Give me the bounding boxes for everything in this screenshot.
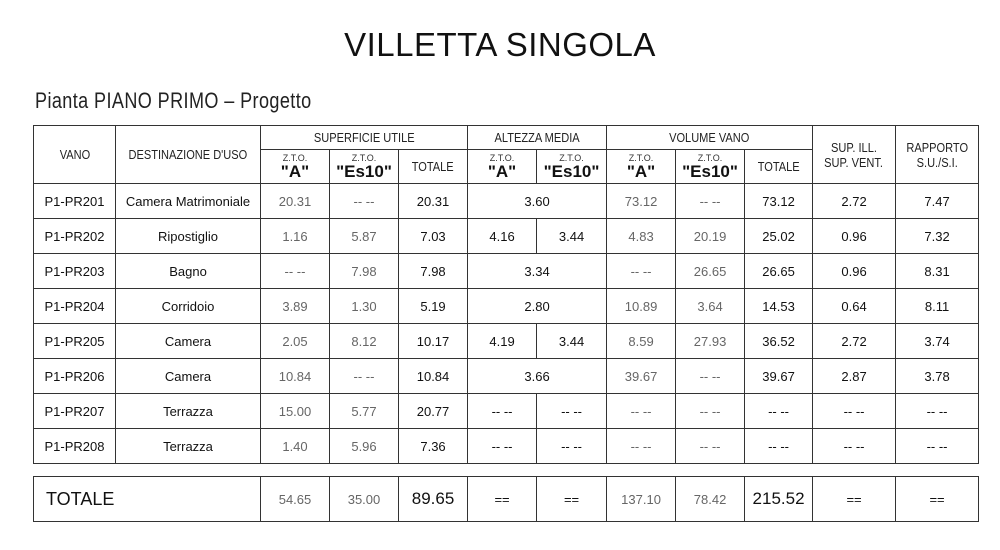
cell-sill: -- -- — [813, 429, 896, 464]
cell-dest: Corridoio — [116, 289, 261, 324]
table-row — [34, 184, 979, 219]
header-destinazione: DESTINAZIONE D'USO — [116, 126, 261, 184]
cell-ses: 5.77 — [330, 394, 399, 429]
cell-ha: -- -- — [468, 429, 537, 464]
cell-rap: 7.47 — [896, 184, 979, 219]
cell-vano: P1-PR202 — [34, 219, 116, 254]
table-row — [34, 289, 979, 324]
totals-sup-a: 54.65 — [261, 477, 330, 522]
cell-rap: 3.78 — [896, 359, 979, 394]
cell-vano: P1-PR204 — [34, 289, 116, 324]
cell-ves: 20.19 — [676, 219, 745, 254]
totals-rapporto: == — [896, 477, 979, 522]
cell-vt: 73.12 — [745, 184, 813, 219]
cell-rap: 8.11 — [896, 289, 979, 324]
cell-sill: 0.64 — [813, 289, 896, 324]
cell-st: 10.84 — [399, 359, 468, 394]
cell-sa: -- -- — [261, 254, 330, 289]
cell-hes: -- -- — [537, 429, 607, 464]
page-subtitle: Pianta PIANO PRIMO – Progetto — [35, 88, 312, 113]
cell-hes: -- -- — [537, 394, 607, 429]
cell-dest: Ripostiglio — [116, 219, 261, 254]
cell-rap: 7.32 — [896, 219, 979, 254]
cell-ha: 4.16 — [468, 219, 537, 254]
cell-vt: -- -- — [745, 429, 813, 464]
cell-vano: P1-PR203 — [34, 254, 116, 289]
cell-st: 7.36 — [399, 429, 468, 464]
cell-st: 20.77 — [399, 394, 468, 429]
header-sup-zto-es10: Z.T.O. "Es10" — [330, 150, 399, 184]
cell-rap: 3.74 — [896, 324, 979, 359]
cell-ses: 8.12 — [330, 324, 399, 359]
cell-sa: 1.40 — [261, 429, 330, 464]
totals-vol-es10: 78.42 — [676, 477, 745, 522]
cell-hes: 3.44 — [537, 219, 607, 254]
cell-sa: 3.89 — [261, 289, 330, 324]
cell-dest: Bagno — [116, 254, 261, 289]
totals-sup-totale: 89.65 — [399, 477, 468, 522]
cell-sill: 2.72 — [813, 324, 896, 359]
header-vol-totale: TOTALE — [745, 150, 813, 184]
cell-ves: -- -- — [676, 429, 745, 464]
cell-rap: -- -- — [896, 394, 979, 429]
table-body — [34, 184, 979, 464]
table-row — [34, 359, 979, 394]
cell-ves: -- -- — [676, 359, 745, 394]
cell-dest: Camera — [116, 359, 261, 394]
cell-dest: Terrazza — [116, 394, 261, 429]
cell-ha: 4.19 — [468, 324, 537, 359]
cell-va: -- -- — [607, 254, 676, 289]
totals-sup-es10: 35.00 — [330, 477, 399, 522]
cell-ha: -- -- — [468, 394, 537, 429]
header-sup-zto-a: Z.T.O. "A" — [261, 150, 330, 184]
cell-ses: 1.30 — [330, 289, 399, 324]
header-alt-zto-es10: Z.T.O. "Es10" — [537, 150, 607, 184]
header-vano: VANO — [34, 126, 116, 184]
cell-va: 10.89 — [607, 289, 676, 324]
cell-alt: 3.66 — [468, 359, 607, 394]
cell-va: -- -- — [607, 394, 676, 429]
cell-sa: 1.16 — [261, 219, 330, 254]
totals-sup-ill: == — [813, 477, 896, 522]
cell-hes: 3.44 — [537, 324, 607, 359]
cell-ves: 26.65 — [676, 254, 745, 289]
cell-va: 73.12 — [607, 184, 676, 219]
cell-vano: P1-PR207 — [34, 394, 116, 429]
cell-alt: 3.34 — [468, 254, 607, 289]
cell-va: 39.67 — [607, 359, 676, 394]
cell-ves: 27.93 — [676, 324, 745, 359]
cell-ves: -- -- — [676, 394, 745, 429]
table-row — [34, 429, 979, 464]
cell-vano: P1-PR208 — [34, 429, 116, 464]
header-superficie: SUPERFICIE UTILE — [261, 126, 468, 150]
cell-sill: -- -- — [813, 394, 896, 429]
cell-sill: 0.96 — [813, 219, 896, 254]
header-sup-totale: TOTALE — [399, 150, 468, 184]
header-vol-zto-a: Z.T.O. "A" — [607, 150, 676, 184]
totals-vol-a: 137.10 — [607, 477, 676, 522]
cell-alt: 2.80 — [468, 289, 607, 324]
cell-ses: 5.87 — [330, 219, 399, 254]
cell-vano: P1-PR201 — [34, 184, 116, 219]
cell-vt: 25.02 — [745, 219, 813, 254]
cell-ves: 3.64 — [676, 289, 745, 324]
cell-vt: -- -- — [745, 394, 813, 429]
cell-va: 4.83 — [607, 219, 676, 254]
spacer-row — [34, 464, 979, 477]
cell-vt: 14.53 — [745, 289, 813, 324]
cell-rap: -- -- — [896, 429, 979, 464]
cell-ses: -- -- — [330, 359, 399, 394]
cell-va: 8.59 — [607, 324, 676, 359]
table-row — [34, 254, 979, 289]
totals-vol-totale: 215.52 — [745, 477, 813, 522]
header-alt-zto-a: Z.T.O. "A" — [468, 150, 537, 184]
cell-ses: 7.98 — [330, 254, 399, 289]
cell-vt: 26.65 — [745, 254, 813, 289]
cell-alt: 3.60 — [468, 184, 607, 219]
table-row — [34, 324, 979, 359]
totals-alt-es10: == — [537, 477, 607, 522]
totals-row — [34, 477, 979, 522]
cell-st: 20.31 — [399, 184, 468, 219]
cell-dest: Camera Matrimoniale — [116, 184, 261, 219]
header-vol-zto-es10: Z.T.O. "Es10" — [676, 150, 745, 184]
cell-va: -- -- — [607, 429, 676, 464]
cell-st: 5.19 — [399, 289, 468, 324]
header-altezza: ALTEZZA MEDIA — [468, 126, 607, 150]
page-title: VILLETTA SINGOLA — [344, 26, 656, 63]
cell-sa: 15.00 — [261, 394, 330, 429]
cell-sa: 20.31 — [261, 184, 330, 219]
cell-dest: Camera — [116, 324, 261, 359]
header-volume: VOLUME VANO — [607, 126, 813, 150]
cell-ses: -- -- — [330, 184, 399, 219]
cell-vt: 36.52 — [745, 324, 813, 359]
cell-ves: -- -- — [676, 184, 745, 219]
cell-sa: 10.84 — [261, 359, 330, 394]
cell-st: 7.98 — [399, 254, 468, 289]
cell-sa: 2.05 — [261, 324, 330, 359]
cell-dest: Terrazza — [116, 429, 261, 464]
header-sup-ill: SUP. ILL. SUP. VENT. — [813, 126, 896, 184]
cell-vano: P1-PR206 — [34, 359, 116, 394]
cell-sill: 0.96 — [813, 254, 896, 289]
cell-sill: 2.72 — [813, 184, 896, 219]
header-rapporto: RAPPORTO S.U./S.I. — [896, 126, 979, 184]
cell-st: 7.03 — [399, 219, 468, 254]
totals-alt-a: == — [468, 477, 537, 522]
cell-st: 10.17 — [399, 324, 468, 359]
cell-vano: P1-PR205 — [34, 324, 116, 359]
cell-rap: 8.31 — [896, 254, 979, 289]
table-row — [34, 394, 979, 429]
table-row — [34, 219, 979, 254]
cell-sill: 2.87 — [813, 359, 896, 394]
cell-vt: 39.67 — [745, 359, 813, 394]
totals-label: TOTALE — [34, 477, 261, 522]
room-table — [33, 125, 979, 522]
cell-ses: 5.96 — [330, 429, 399, 464]
